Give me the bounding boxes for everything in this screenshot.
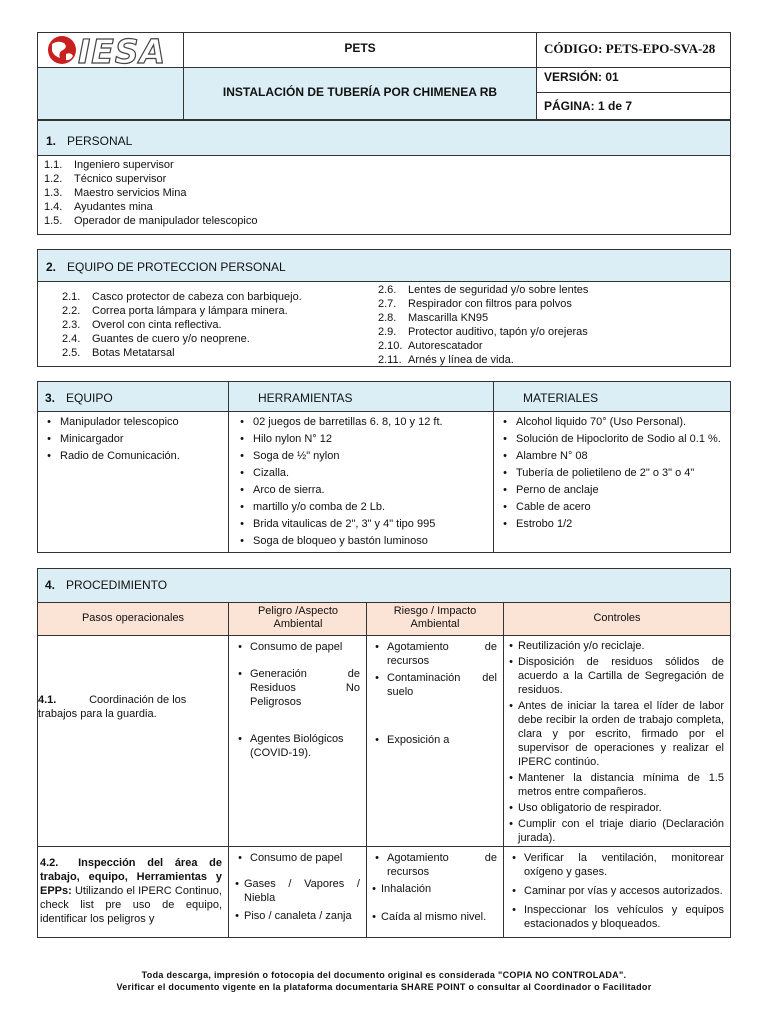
list-item: 1.5. Operador de manipulador telescopico (44, 215, 258, 227)
materiales-header: MATERIALES (523, 391, 599, 405)
doc-page: PÁGINA: 1 de 7 (544, 99, 633, 113)
peligros-cell: • Consumo de papel • Generación de Residuos No Peligrosos • Agentes Biológicos (COVID-19). (238, 641, 360, 759)
section-title: PROCEDIMIENTO (66, 578, 168, 592)
list-item: 1.3. Maestro servicios Mina (44, 187, 187, 199)
col-header-riesgo: Riesgo / Impacto Ambiental (393, 605, 477, 630)
section-number: 4. (45, 578, 56, 592)
step-title: Inspección del área de trabajo, equipo, Herramientas y EPPs: (40, 857, 222, 897)
section-number: 3. (45, 391, 56, 405)
list-item: • Minicargador (47, 433, 124, 445)
company-logo (44, 32, 178, 71)
list-item: • Cizalla. (240, 467, 290, 479)
controles-cell: • Reutilización y/o reciclaje. • Disposición de residuos sólidos de acuerdo a la Cartilla de Segregación de residuos. • Antes de iniciar la tarea el líder de labor debe recibir la orden de trabajo completa, clara y por escrito, firmado por el supervisor de operaciones y realizar el IPERC continúo. • Mantener la distancia mínima de 1.5 metros entre compañeros. • Uso obligatorio de respirador. • Cumplir con el triaje diario (Declaración jurada). (509, 640, 724, 844)
list-item: • Soga de bloqueo y bastón luminoso (240, 535, 428, 547)
doc-title: INSTALACIÓN DE TUBERÍA POR CHIMENEA RB (222, 85, 498, 99)
list-item: • Alcohol liquido 70° (Uso Personal). (503, 416, 687, 428)
section-personal-header (37, 120, 731, 156)
section-title: EQUIPO DE PROTECCION PERSONAL (67, 260, 286, 274)
list-item: • Solución de Hipoclorito de Sodio al 0.1 %. (503, 433, 721, 445)
list-item: • martillo y/o comba de 2 Lb. (240, 501, 386, 513)
list-item: • Perno de anclaje (503, 484, 599, 496)
logo-text: IESA (78, 32, 167, 71)
list-item: • 02 juegos de barretillas 6. 8, 10 y 12 ft. (240, 416, 443, 428)
col-header-peligro: Peligro /Aspecto Ambiental (257, 605, 339, 630)
list-item: • Brida vitaulicas de 2", 3" y 4" tipo 995 (240, 518, 436, 530)
list-item: 1.4. Ayudantes mina (44, 201, 153, 213)
list-item: • Soga de ½" nylon (240, 450, 340, 462)
doc-version: VERSIÓN: 01 (544, 70, 619, 84)
section-title: PERSONAL (67, 134, 133, 148)
list-item: 1.2. Técnico supervisor (44, 173, 167, 185)
col-header-pasos: Pasos operacionales (81, 612, 185, 624)
herramientas-list (231, 414, 491, 550)
personal-list (37, 155, 731, 235)
table-row (38, 693, 222, 721)
peligros-cell: • Consumo de papel • Gases / Vapores / Niebla • Piso / canaleta / zanja (235, 852, 360, 922)
step-number: 4.1. (38, 694, 57, 706)
table-row (40, 856, 222, 926)
epp-list: 2.1. Casco protector de cabeza con barbiquejo. 2.2. Correa porta lámpara y lámpara minera. 2.3. Overol con cinta reflectiva. 2.4. Guantes de cuero y/o neoprene. 2.5. Botas Metatarsal 2.6. Lentes de seguridad y/o sobre lentes 2.7. Respirador con filtros para polvos 2.8. Mascarilla KN95 2.9. Protector auditivo, tapón y/o orejeras 2.10. Autorescatador 2.11. Arnés y línea de vida. (37, 281, 731, 367)
list-item: 1.1. Ingeniero supervisor (44, 159, 174, 171)
materiales-list (494, 414, 730, 533)
doc-type: PETS (344, 41, 376, 55)
list-item: • Tubería de polietileno de 2" o 3" o 4" (503, 467, 695, 479)
list-item: • Cable de acero (503, 501, 591, 513)
riesgos-cell: • Agotamiento de recursos • Inhalación • Caída al mismo nivel. (372, 852, 497, 923)
footer-line-1: Toda descarga, impresión o fotocopia del documento original es considerada "COPIA NO CONTROLADA". (141, 970, 627, 980)
list-item: • Radio de Comunicación. (47, 450, 180, 462)
list-item: • Estrobo 1/2 (503, 518, 573, 530)
doc-code: CÓDIGO: PETS-EPO-SVA-28 (544, 41, 716, 56)
section-number: 2. (46, 260, 57, 274)
footer-line-2: Verificar el documento vigente en la plataforma documentaria SHARE POINT o consultar al Coordinador o Facilitador (116, 982, 652, 992)
step-text: Utilizando el IPERC Continuo, check list pre uso de equipo, identificar los peligros y (40, 885, 222, 925)
step-text: Coordinación de los trabajos para la guardia. (38, 694, 187, 720)
equipo-header: EQUIPO (66, 391, 113, 405)
riesgos-cell: • Agotamiento de recursos • Contaminación del suelo • Exposición a (375, 641, 497, 746)
controles-cell: • Verificar la ventilación, monitorear oxígeno y gases. • Caminar por vías y accesos autorizados. • Inspeccionar los vehículos y equipos estacionados y bloqueados. (512, 852, 724, 930)
list-item: • Arco de sierra. (240, 484, 325, 496)
equipo-list (38, 414, 226, 465)
list-item: • Alambre N° 08 (503, 450, 588, 462)
step-number: 4.2. (40, 857, 59, 869)
list-item: • Manipulador telescopico (47, 416, 179, 428)
herramientas-header: HERRAMIENTAS (258, 391, 353, 405)
col-header-controles: Controles (593, 612, 641, 624)
list-item: • Hilo nylon N° 12 (240, 433, 332, 445)
section-number: 1. (46, 134, 57, 148)
section-epp-header (37, 249, 731, 282)
